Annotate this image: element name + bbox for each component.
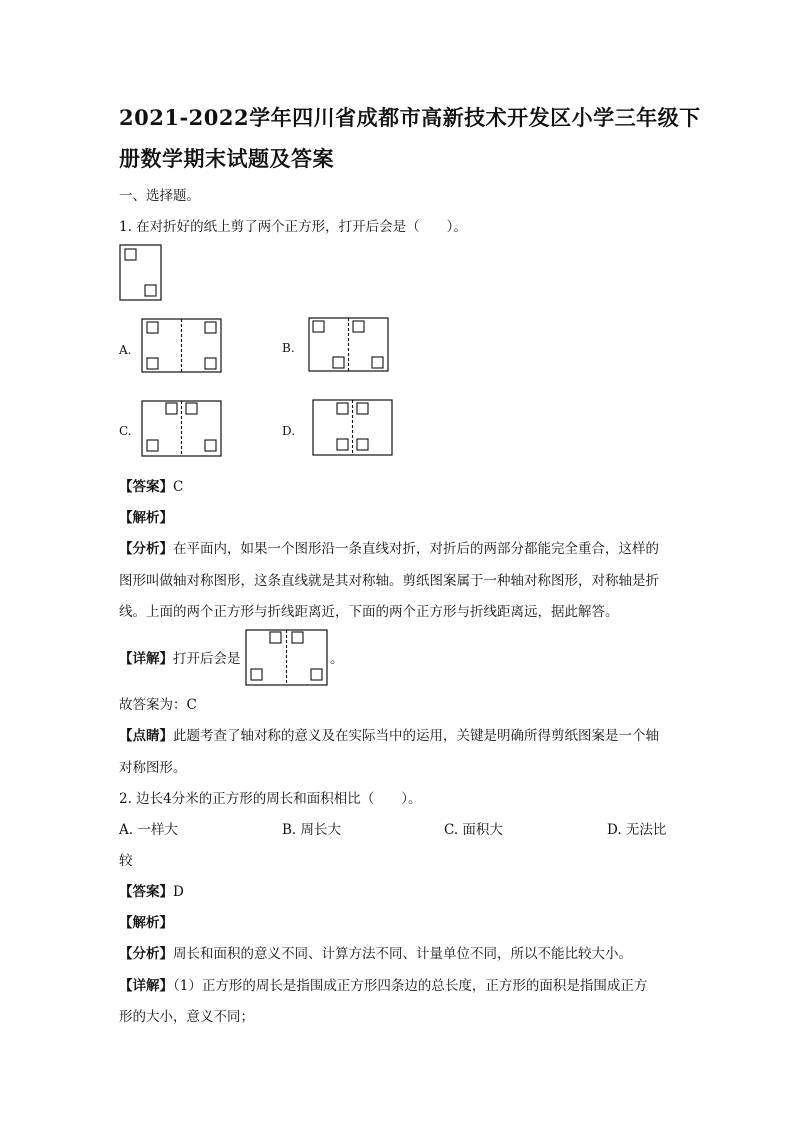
q2-option-c: C. 面积大 [444,822,503,838]
answer-value: C [173,479,184,495]
xiangjie-text: （1）正方形的周长是指围成正方形四条边的总长度，正方形的面积是指围成正方 [173,978,648,994]
option-b-label: B. [282,341,295,355]
answer-tag: 【答案】 [119,884,173,900]
option-a-figure [141,318,223,374]
answer-value: D [173,884,184,900]
option-c-figure [141,400,223,458]
q2-option-d: D. 无法比 [607,822,667,838]
q2-option-d-wrap: 较 [119,853,133,869]
section-heading: 一、选择题。 [119,188,200,204]
option-d-figure [312,399,394,457]
q1-final-answer: 故答案为：C [119,697,197,713]
doc-title-line2: 册数学期末试题及答案 [119,146,334,171]
xiangjie-text: 打开后会是 [173,651,241,667]
doc-title-line1: 2021-2022学年四川省成都市高新技术开发区小学三年级下 [119,105,701,130]
q2-analysis-tag [119,914,173,932]
fenxi-tag: 【分析】 [119,541,173,557]
option-b-figure [308,317,390,373]
q1-xiangjie [119,650,241,668]
answer-tag: 【答案】 [119,479,173,495]
q2-xiangjie-line2: 形的大小，意义不同； [119,1009,254,1025]
xiangjie-figure [245,629,329,691]
q1-dianjing-line1 [119,727,659,745]
xiangjie-tag: 【详解】 [119,651,173,667]
xiangjie-tag: 【详解】 [119,978,173,994]
xiangjie-period: 。 [330,651,344,667]
q1-fenxi-line3: 线。上面的两个正方形与折线距离近，下面的两个正方形与折线距离远，据此解答。 [119,604,619,620]
q2-xiangjie-line1 [119,977,647,995]
q2-fenxi [119,945,632,963]
q2-option-b: B. 周长大 [282,822,342,838]
q1-answer [119,478,183,496]
q2-answer [119,883,184,901]
q1-dianjing-line2: 对称图形。 [119,760,187,776]
q2-option-a: A. 一样大 [119,822,178,838]
dianjing-tag: 【点睛】 [119,728,173,744]
option-a-label: A. [119,343,132,357]
q1-fenxi-line1 [119,540,659,558]
option-d-label: D. [282,424,296,438]
option-c-label: C. [119,424,132,438]
folded-paper-figure [119,244,163,302]
q1-fenxi-line2: 图形叫做轴对称图形，这条直线就是其对称轴。剪纸图案属于一种轴对称图形，对称轴是折 [119,573,659,589]
fenxi-text: 周长和面积的意义不同、计算方法不同、计量单位不同，所以不能比较大小。 [173,946,632,962]
q2-stem: 2. 边长4分米的正方形的周长和面积相比（ ）。 [119,791,422,807]
analysis-tag: 【解析】 [119,510,173,526]
dianjing-text: 此题考查了轴对称的意义及在实际当中的运用，关键是明确所得剪纸图案是一个轴 [173,728,659,744]
fenxi-tag: 【分析】 [119,946,173,962]
fenxi-text: 在平面内，如果一个图形沿一条直线对折，对折后的两部分都能完全重合，这样的 [173,541,659,557]
analysis-tag: 【解析】 [119,915,173,931]
q1-stem: 1. 在对折好的纸上剪了两个正方形，打开后会是（ ）。 [119,219,467,235]
q1-analysis-tag [119,509,173,527]
